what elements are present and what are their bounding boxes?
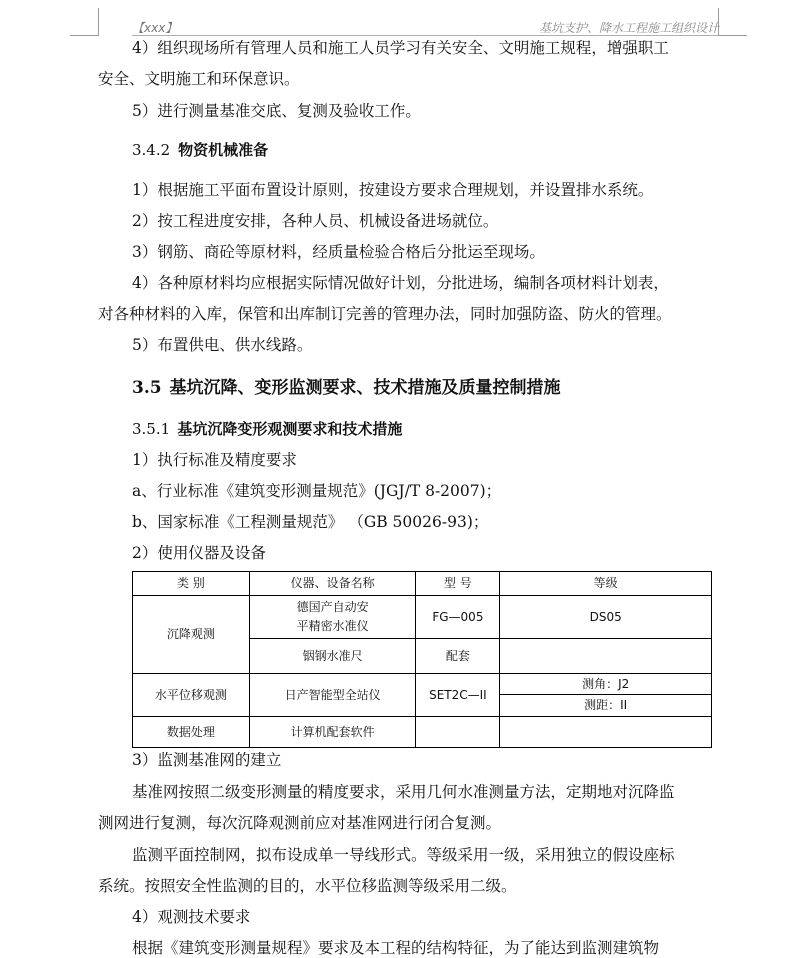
cell-model: 配套 — [416, 639, 500, 674]
paragraph-line: 2）使用仪器及设备 — [132, 544, 266, 562]
paragraph-line: 4）观测技术要求 — [132, 908, 251, 926]
paragraph-line: 监测平面控制网，拟布设成单一导线形式。等级采用一级，采用独立的假设座标 — [132, 846, 675, 864]
paragraph-line: 测网进行复测，每次沉降观测前应对基准网进行闭合复测。 — [98, 814, 502, 832]
cell-category: 水平位移观测 — [133, 674, 250, 717]
table-row — [133, 717, 712, 748]
table-row — [133, 596, 712, 639]
header-model: 型 号 — [416, 572, 500, 596]
paragraph-line: 3）监测基准网的建立 — [132, 751, 282, 769]
section-heading-342 — [132, 139, 795, 160]
paragraph-line: 4）各种原材料均应根据实际情况做好计划，分批进场，编制各项材料计划表， — [132, 274, 669, 292]
section-title: 基坑沉降、变形监测要求、技术措施及质量控制措施 — [169, 378, 561, 398]
cell-model: SET2C—II — [416, 674, 500, 717]
paragraph-line: 安全、文明施工和环保意识。 — [98, 70, 300, 88]
cell-line: 德国产自动安 — [296, 600, 369, 614]
header-instrument: 仪器、设备名称 — [249, 572, 416, 596]
paragraph-line: 1）根据施工平面布置设计原则，按建设方要求合理规划，并设置排水系统。 — [132, 181, 654, 199]
section-number: 3.4.2 — [132, 141, 171, 159]
table-header-row — [133, 572, 712, 596]
paragraph-line: 4）组织现场所有管理人员和施工人员学习有关安全、文明施工规程，增强职工 — [132, 39, 669, 57]
paragraph-line: 5）进行测量基准交底、复测及验收工作。 — [132, 102, 421, 120]
paragraph-line: 根据《建筑变形测量规程》要求及本工程的结构特征，为了能达到监测建筑物 — [132, 939, 660, 957]
crop-mark-left — [98, 8, 99, 36]
cell-instrument: 铟钢水准尺 — [249, 639, 416, 674]
section-number: 3.5.1 — [132, 420, 171, 438]
header-grade: 等级 — [500, 572, 712, 596]
paragraph-line: 基准网按照二级变形测量的精度要求，采用几何水准测量方法，定期地对沉降监 — [132, 783, 675, 801]
header-category: 类 别 — [133, 572, 250, 596]
paragraph-line: a、行业标准《建筑变形测量规范》(JGJ/T 8-2007)； — [132, 482, 502, 500]
equipment-table — [132, 571, 712, 748]
table-row — [133, 674, 712, 695]
cell-grade: DS05 — [500, 596, 712, 639]
cell-grade: 测距：II — [500, 695, 712, 717]
cell-instrument: 日产智能型全站仪 — [249, 674, 416, 717]
section-number: 3.5 — [132, 378, 162, 398]
cell-model: FG—005 — [416, 596, 500, 639]
header-right-text: 基坑支护、降水工程施工组织设计 — [538, 21, 719, 35]
paragraph-line: 1）执行标准及精度要求 — [132, 451, 297, 469]
cell-grade — [500, 639, 712, 674]
cell-grade — [500, 717, 712, 748]
section-heading-351 — [132, 418, 795, 439]
cell-instrument — [249, 596, 416, 639]
cell-model — [416, 717, 500, 748]
paragraph-line: 5）布置供电、供水线路。 — [132, 336, 313, 354]
cell-category: 数据处理 — [133, 717, 250, 748]
section-heading-35 — [132, 373, 795, 398]
header-left-text: 【xxx】 — [132, 21, 178, 35]
cell-category: 沉降观测 — [133, 596, 250, 674]
paragraph-line: 3）钢筋、商砼等原材料，经质量检验合格后分批运至现场。 — [132, 243, 545, 261]
section-title: 物资机械准备 — [178, 141, 269, 159]
section-title: 基坑沉降变形观测要求和技术措施 — [177, 420, 403, 438]
paragraph-line: 系统。按照安全性监测的目的，水平位移监测等级采用二级。 — [98, 877, 517, 895]
cell-line: 平精密水准仪 — [296, 619, 369, 633]
paragraph-line: 对各种材料的入库，保管和出库制订完善的管理办法，同时加强防盗、防火的管理。 — [98, 305, 672, 323]
page-header — [0, 0, 795, 36]
cell-grade: 测角：J2 — [500, 674, 712, 695]
cell-instrument: 计算机配套软件 — [249, 717, 416, 748]
paragraph-line: 2）按工程进度安排，各种人员、机械设备进场就位。 — [132, 212, 499, 230]
paragraph-line: b、国家标准《工程测量规范》 （GB 50026-93)； — [132, 513, 489, 531]
crop-mark-left-h — [70, 35, 99, 36]
